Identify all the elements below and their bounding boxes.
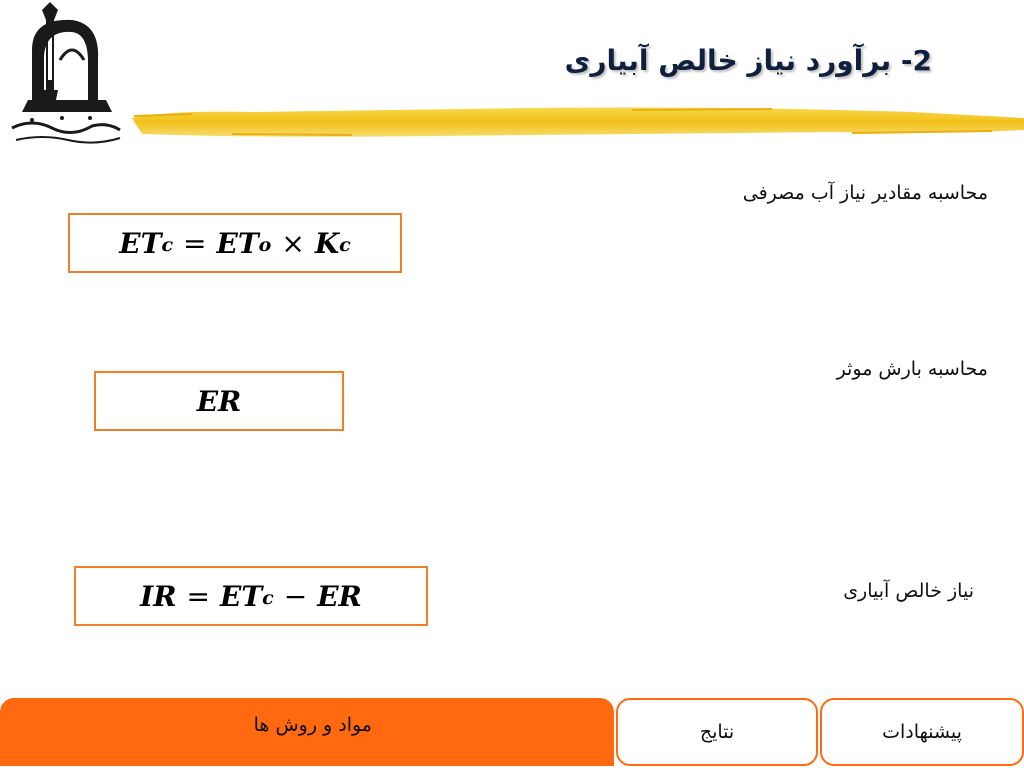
label-water-requirement: محاسبه مقادیر نیاز آب مصرفی bbox=[742, 182, 988, 204]
tab-materials-methods[interactable] bbox=[0, 698, 614, 766]
formula-term: K bbox=[314, 226, 340, 260]
label-effective-rainfall: محاسبه بارش موثر bbox=[836, 358, 988, 380]
formula-operator: × bbox=[281, 226, 305, 260]
formula-subscript: c bbox=[262, 587, 274, 609]
formula-subscript: c bbox=[161, 234, 174, 256]
formula-term: IR bbox=[140, 579, 177, 613]
title-underline-brush bbox=[132, 104, 1024, 140]
formula-term: ER bbox=[196, 384, 242, 418]
formula-subscript: c bbox=[339, 234, 351, 256]
tab-label: نتایج bbox=[699, 721, 735, 743]
formula-etc bbox=[68, 213, 402, 273]
formula-er bbox=[94, 371, 344, 431]
tab-results[interactable] bbox=[616, 698, 818, 766]
tab-recommendations[interactable] bbox=[820, 698, 1024, 766]
page-title: 2- برآورد نیاز خالص آبیاری bbox=[564, 44, 932, 77]
formula-operator: = bbox=[183, 226, 207, 260]
label-net-irrigation: نیاز خالص آبیاری bbox=[843, 580, 974, 602]
formula-term: ET bbox=[219, 579, 263, 613]
tab-label: پیشنهادات bbox=[882, 721, 962, 743]
bottom-navigation bbox=[0, 698, 1024, 768]
formula-operator: = bbox=[186, 579, 210, 613]
tab-label: مواد و روش ها bbox=[253, 714, 372, 736]
formula-operator: − bbox=[283, 579, 308, 613]
formula-ir bbox=[74, 566, 428, 626]
formula-term: ET bbox=[216, 226, 259, 260]
university-logo-icon bbox=[2, 0, 132, 150]
formula-term: ER bbox=[317, 579, 362, 613]
formula-term: ET bbox=[119, 226, 162, 260]
formula-subscript: o bbox=[258, 234, 272, 256]
